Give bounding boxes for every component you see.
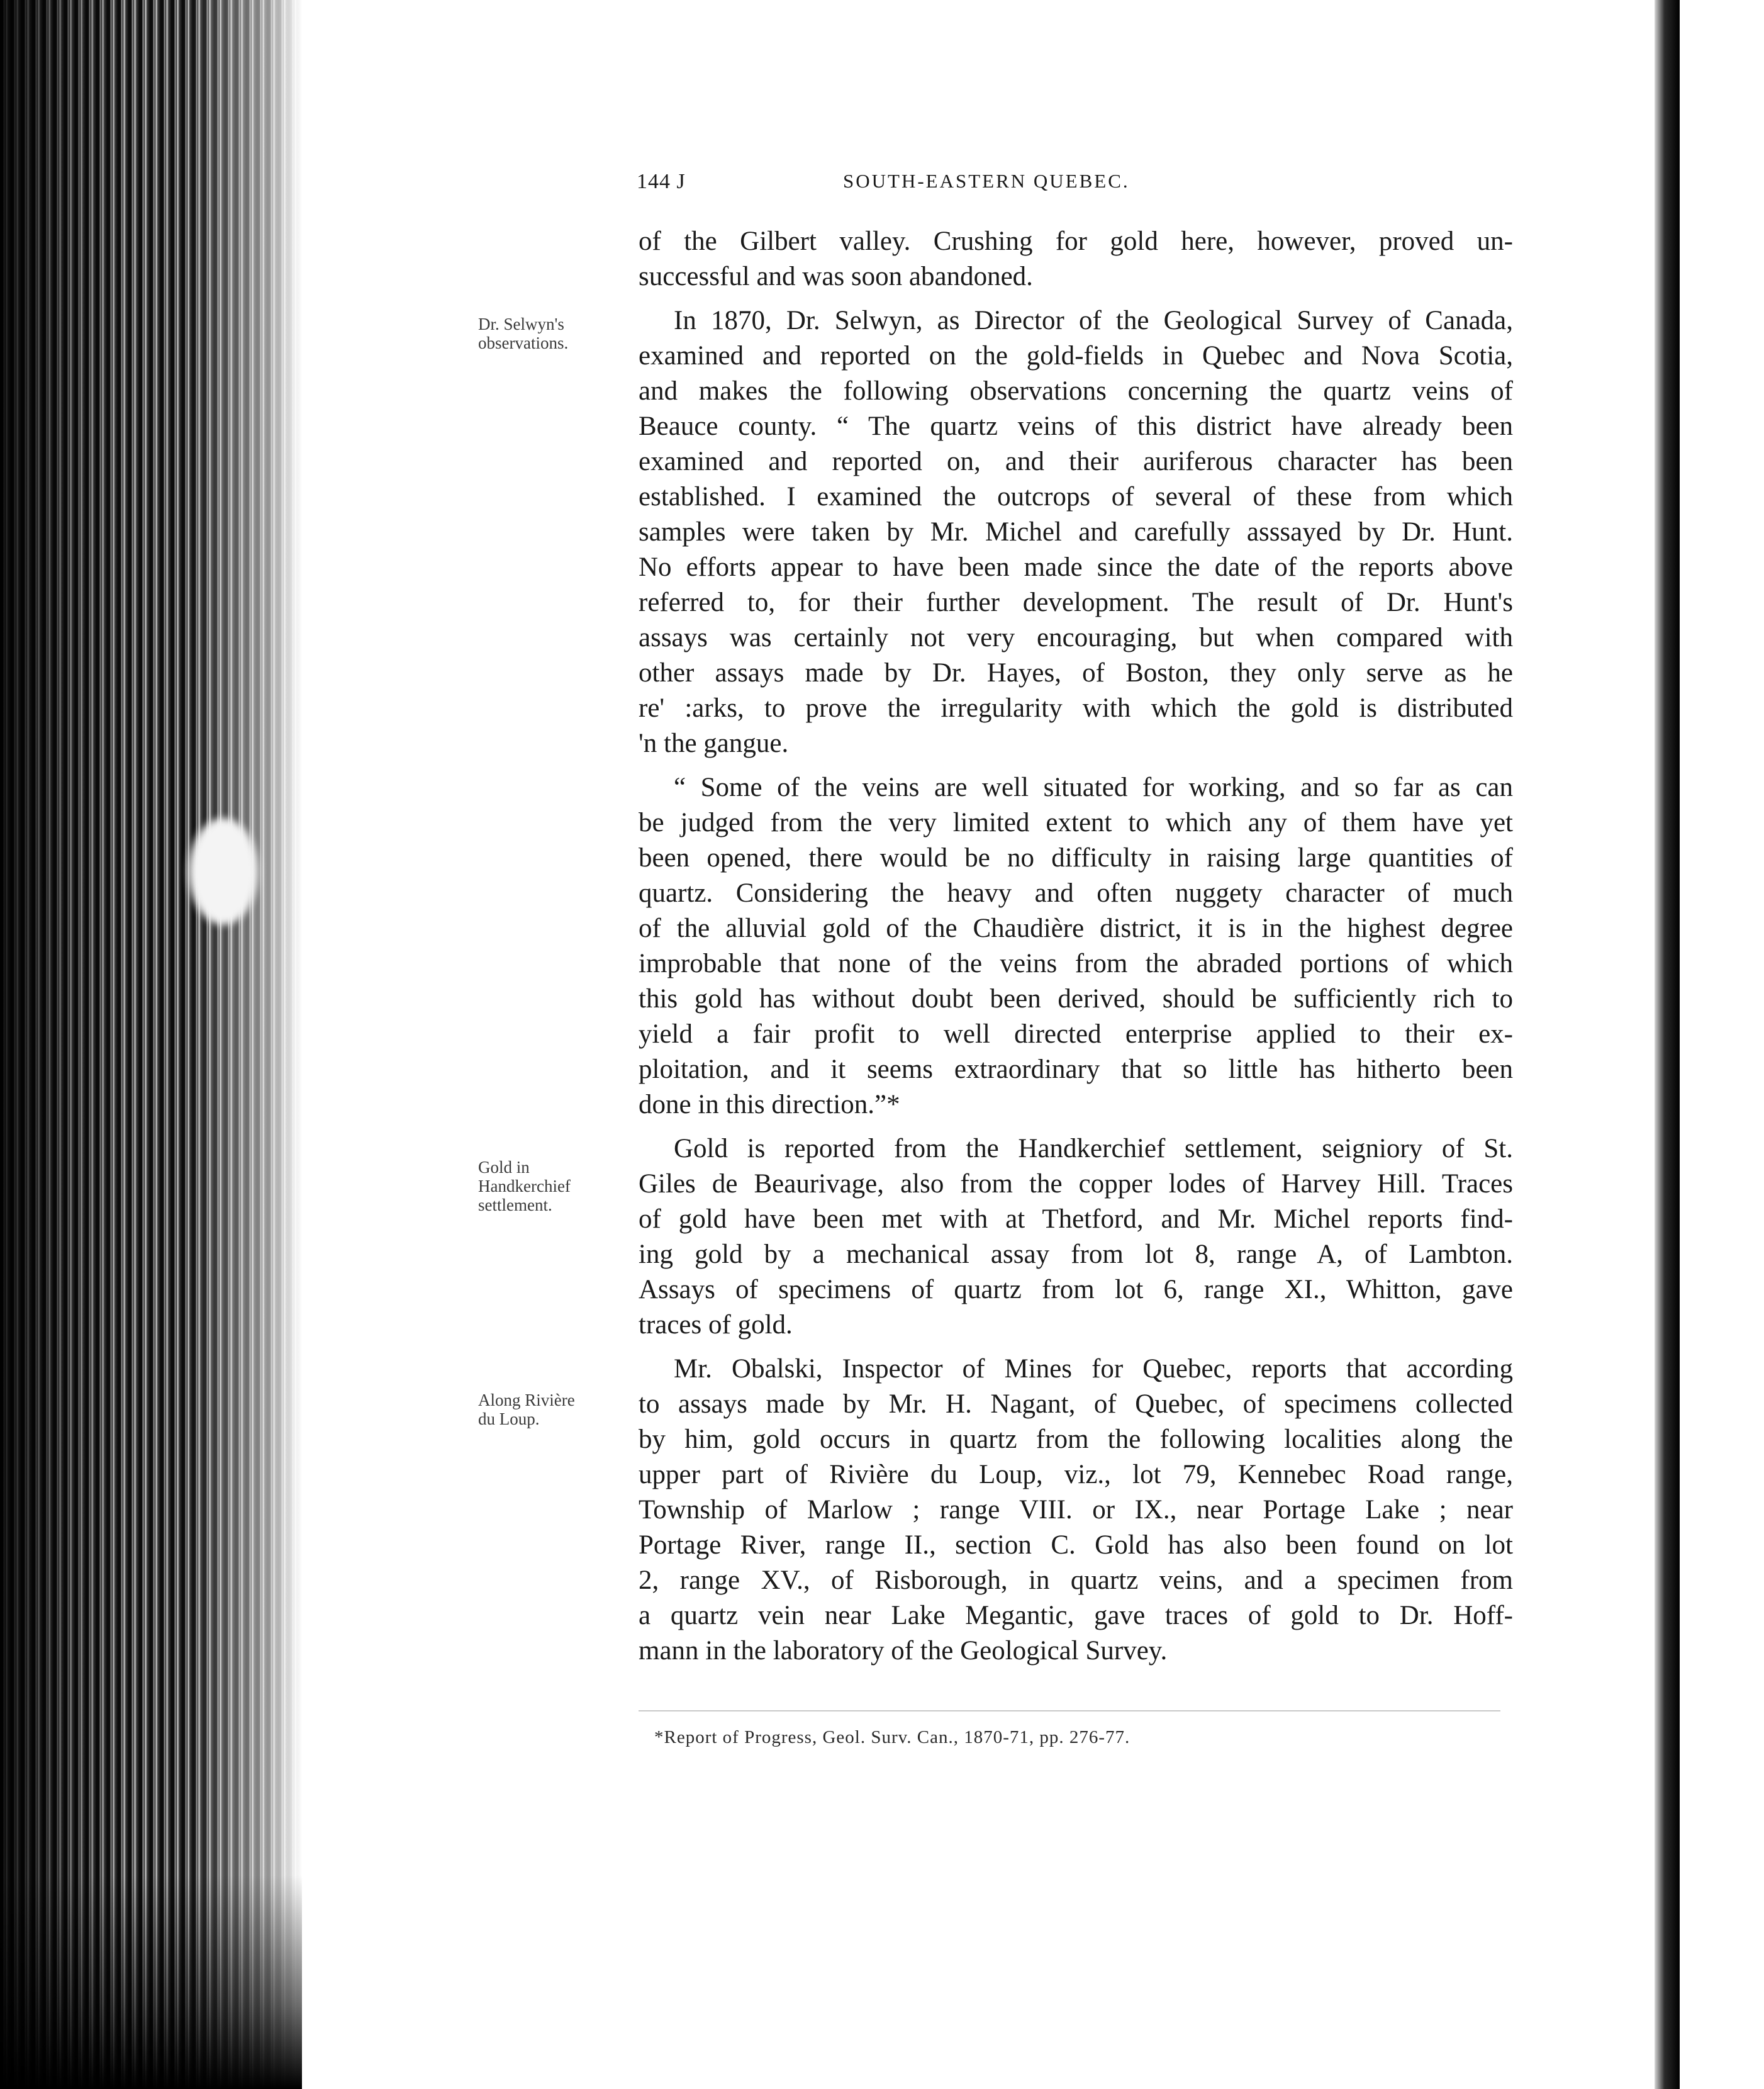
text-line: No efforts appear to have been made since the date of the reports above — [639, 552, 1513, 582]
text-line: traces of gold. — [639, 1310, 793, 1340]
spine-fade — [189, 0, 302, 2089]
text-line: mann in the laboratory of the Geological Survey. — [639, 1636, 1168, 1666]
text-line: a quartz vein near Lake Megantic, gave traces of gold to Dr. Hoff- — [639, 1601, 1513, 1630]
right-page-edge — [1655, 0, 1680, 2089]
text-line: Portage River, range II., section C. Gold has also been found on lot — [639, 1530, 1513, 1560]
sidenote-line: Along Rivière — [478, 1391, 575, 1409]
running-head: SOUTH-EASTERN QUEBEC. — [843, 170, 1130, 192]
text-line: of the alluvial gold of the Chaudière district, it is in the highest degree — [639, 914, 1513, 943]
text-line: Gold is reported from the Handkerchief settlement, seigniory of St. — [674, 1134, 1513, 1163]
text-line: ing gold by a mechanical assay from lot 8, range A, of Lambton. — [639, 1240, 1513, 1269]
footnote: *Report of Progress, Geol. Surv. Can., 1870-71, pp. 276-77. — [654, 1727, 1130, 1747]
text-line: quartz. Considering the heavy and often nuggety character of much — [639, 878, 1513, 908]
text-line: been opened, there would be no difficulty in raising large quantities of — [639, 843, 1513, 873]
sidenote-line: Handkerchief — [478, 1177, 571, 1196]
right-margin — [1680, 0, 1764, 2089]
paragraph-selwyn — [639, 303, 1513, 761]
text-line: examined and reported on, and their auriferous character has been — [639, 447, 1513, 476]
text-line: re' :arks, to prove the irregularity with which the gold is distributed — [639, 693, 1513, 723]
text-line: and makes the following observations concerning the quartz veins of — [639, 376, 1513, 406]
spine-bottom-shadow — [0, 1875, 302, 2089]
sidenote-line: Dr. Selwyn's — [478, 315, 564, 333]
text-line: Township of Marlow ; range VIII. or IX., near Portage Lake ; near — [639, 1495, 1513, 1525]
scan-blot — [189, 818, 258, 925]
text-line: done in this direction.”* — [639, 1090, 900, 1119]
sidenote-riviere-du-loup — [478, 1391, 623, 1428]
text-line: “ Some of the veins are well situated for working, and so far as can — [674, 773, 1513, 802]
paragraph-obalski — [639, 1352, 1513, 1669]
text-line: samples were taken by Mr. Michel and carefully asssayed by Dr. Hunt. — [639, 517, 1513, 547]
text-line: yield a fair profit to well directed enterprise applied to their ex- — [639, 1019, 1513, 1049]
text-line: to assays made by Mr. H. Nagant, of Quebec, of specimens collected — [639, 1389, 1513, 1419]
sidenote-line: observations. — [478, 333, 569, 352]
spine-shadow — [0, 0, 126, 2089]
paragraph-handkerchief — [639, 1131, 1513, 1343]
page-number: 144 J — [637, 170, 686, 193]
text-line: established. I examined the outcrops of several of these from which — [639, 482, 1513, 512]
text-line: improbable that none of the veins from the abraded portions of which — [639, 949, 1513, 978]
footnote-rule — [639, 1710, 1500, 1711]
text-line: successful and was soon abandoned. — [639, 262, 1033, 291]
text-line: In 1870, Dr. Selwyn, as Director of the Geological Survey of Canada, — [674, 306, 1513, 335]
text-line: of gold have been met with at Thetford, and Mr. Michel reports find- — [639, 1204, 1513, 1234]
sidenote-line: Gold in — [478, 1158, 530, 1177]
text-line: 2, range XV., of Risborough, in quartz veins, and a specimen from — [639, 1565, 1513, 1595]
text-line: Assays of specimens of quartz from lot 6, range XI., Whitton, gave — [639, 1275, 1513, 1304]
text-line: other assays made by Dr. Hayes, of Boston, they only serve as he — [639, 658, 1513, 688]
body-text — [639, 224, 1513, 1669]
text-line: Beauce county. “ The quartz veins of this district have already been — [639, 412, 1513, 441]
text-line: of the Gilbert valley. Crushing for gold here, however, proved un- — [639, 227, 1513, 256]
text-line: Mr. Obalski, Inspector of Mines for Quebec, reports that according — [674, 1354, 1513, 1384]
text-line: this gold has without doubt been derived, should be sufficiently rich to — [639, 984, 1513, 1014]
sidenote-line: du Loup. — [478, 1409, 540, 1428]
text-line: 'n the gangue. — [639, 729, 789, 758]
text-line: Giles de Beaurivage, also from the copper lodes of Harvey Hill. Traces — [639, 1169, 1513, 1199]
text-line: examined and reported on the gold-fields in Quebec and Nova Scotia, — [639, 341, 1513, 371]
sidenote-handkerchief — [478, 1158, 623, 1214]
text-line: upper part of Rivière du Loup, viz., lot 79, Kennebec Road range, — [639, 1460, 1513, 1489]
paragraph-gilbert-valley — [639, 224, 1513, 294]
text-line: referred to, for their further development. The result of Dr. Hunt's — [639, 588, 1513, 617]
text-line: ploitation, and it seems extraordinary that so little has hitherto been — [639, 1055, 1513, 1084]
text-line: be judged from the very limited extent to which any of them have yet — [639, 808, 1513, 837]
sidenote-line: settlement. — [478, 1196, 552, 1214]
text-line: assays was certainly not very encouraging, but when compared with — [639, 623, 1513, 652]
text-line: by him, gold occurs in quartz from the following localities along the — [639, 1425, 1513, 1454]
paragraph-selwyn-quote — [639, 770, 1513, 1123]
sidenote-selwyn — [478, 315, 623, 352]
